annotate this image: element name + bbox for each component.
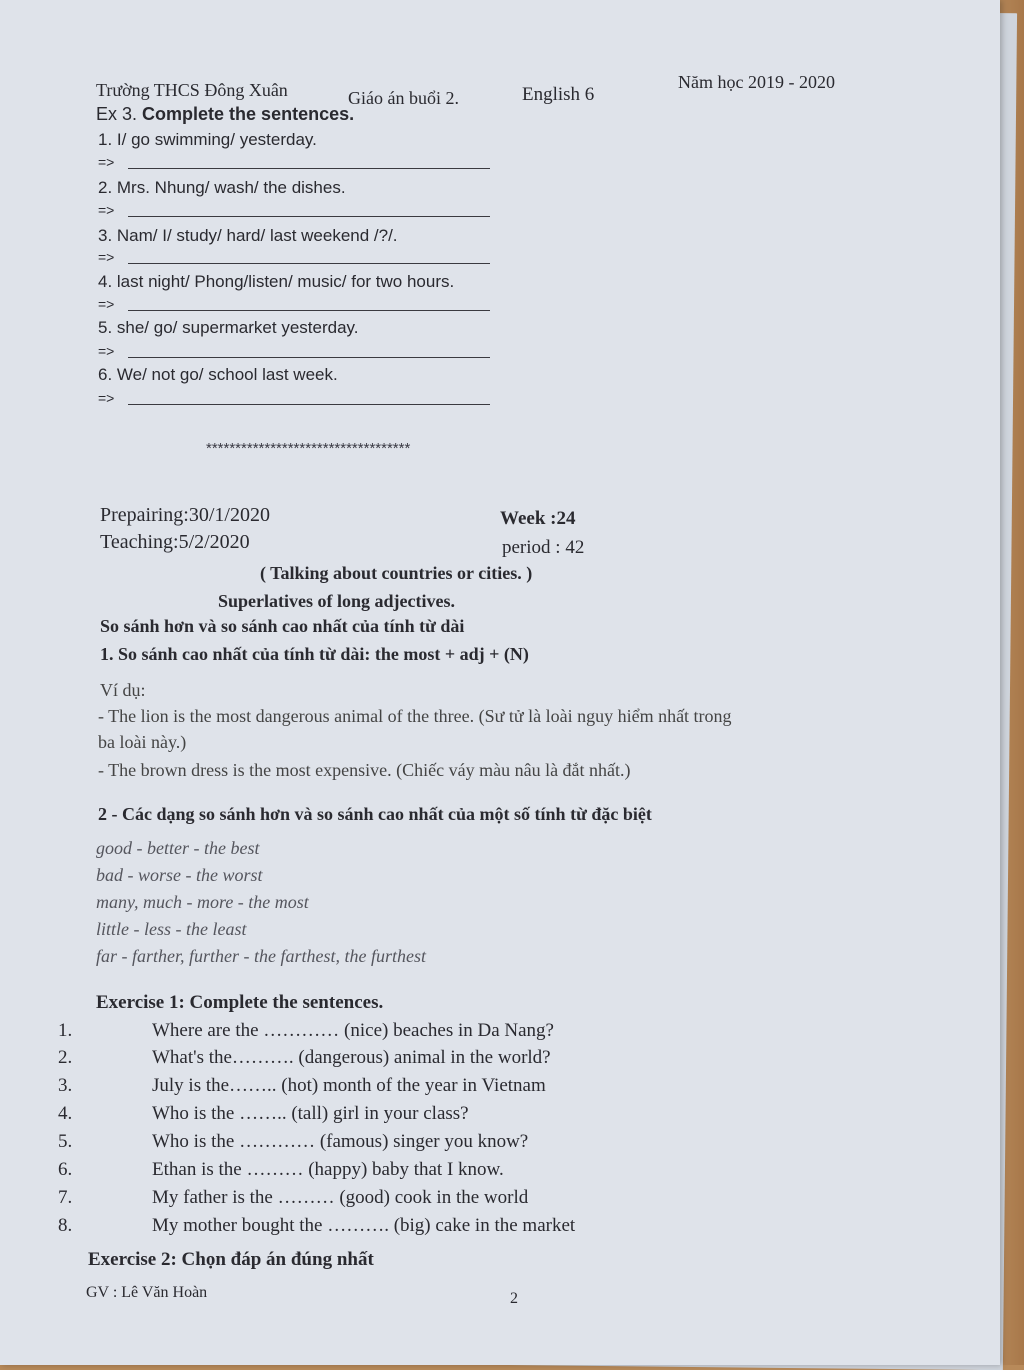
question-text: What's the………. (dangerous) animal in the world? bbox=[152, 1047, 551, 1068]
irregular-form: bad - worse - the worst bbox=[96, 865, 263, 885]
answer-arrow: => bbox=[98, 390, 115, 406]
irregular-form: little - less - the least bbox=[96, 919, 247, 939]
school-name: Trường THCS Đông Xuân bbox=[96, 80, 288, 100]
teacher-name: GV : Lê Văn Hoàn bbox=[86, 1284, 208, 1301]
ex3-item: 3. Nam/ I/ study/ hard/ last weekend /?/. bbox=[98, 226, 398, 245]
question-number: 2. bbox=[58, 1047, 73, 1068]
grammar-title: Superlatives of long adjectives. bbox=[218, 591, 455, 611]
ex3-item: 2. Mrs. Nhung/ wash/ the dishes. bbox=[98, 178, 346, 197]
ex3-item: 4. last night/ Phong/listen/ music/ for two hours. bbox=[98, 272, 455, 291]
example-line: - The brown dress is the most expensive. (Chiếc váy màu nâu là đắt nhất.) bbox=[98, 760, 631, 780]
example-label: Ví dụ: bbox=[100, 680, 146, 700]
irregular-form: far - farther, further - the farthest, the furthest bbox=[96, 946, 426, 966]
answer-arrow: => bbox=[98, 249, 115, 265]
irregular-form: many, much - more - the most bbox=[96, 892, 309, 912]
ex3-item: 1. I/ go swimming/ yesterday. bbox=[98, 130, 317, 149]
week-number: Week :24 bbox=[500, 508, 576, 529]
answer-line[interactable] bbox=[128, 263, 490, 264]
example-line: ba loài này.) bbox=[98, 732, 187, 752]
ex3-instruction: Complete the sentences. bbox=[142, 104, 355, 124]
question-number: 4. bbox=[58, 1103, 73, 1124]
rule-1: 1. So sánh cao nhất của tính từ dài: the most + adj + (N) bbox=[100, 644, 529, 664]
question-number: 6. bbox=[58, 1159, 73, 1180]
question-number: 7. bbox=[58, 1187, 73, 1208]
irregular-form: good - better - the best bbox=[96, 838, 260, 858]
teaching-date: Teaching:5/2/2020 bbox=[100, 531, 250, 553]
question-number: 5. bbox=[58, 1131, 73, 1152]
answer-line[interactable] bbox=[128, 216, 490, 217]
preparing-date: Prepairing:30/1/2020 bbox=[100, 504, 270, 526]
answer-line[interactable] bbox=[128, 404, 490, 405]
question-text: July is the…….. (hot) month of the year in Vietnam bbox=[152, 1075, 546, 1096]
lesson-topic: ( Talking about countries or cities. ) bbox=[260, 563, 533, 583]
lesson-plan-label: Giáo án buổi 2. bbox=[348, 88, 459, 108]
question-text: My father is the ……… (good) cook in the world bbox=[152, 1187, 529, 1208]
answer-line[interactable] bbox=[128, 168, 490, 169]
answer-arrow: => bbox=[98, 202, 115, 218]
question-text: Ethan is the ……… (happy) baby that I know. bbox=[152, 1159, 504, 1180]
rule-2: 2 - Các dạng so sánh hơn và so sánh cao nhất của một số tính từ đặc biệt bbox=[98, 804, 652, 824]
ex3-title bbox=[96, 104, 354, 125]
question-number: 1. bbox=[58, 1020, 73, 1041]
school-year: Năm học 2019 - 2020 bbox=[678, 72, 835, 92]
page-number: 2 bbox=[510, 1290, 518, 1307]
exercise-2-title: Exercise 2: Chọn đáp án đúng nhất bbox=[88, 1249, 374, 1270]
question-number: 8. bbox=[58, 1215, 73, 1236]
ex3-prefix: Ex 3. bbox=[96, 104, 138, 124]
exercise-1-title: Exercise 1: Complete the sentences. bbox=[96, 992, 384, 1013]
answer-line[interactable] bbox=[128, 357, 490, 358]
section-divider: *********************************** bbox=[206, 440, 411, 457]
question-text: Who is the ………… (famous) singer you know? bbox=[152, 1131, 529, 1152]
answer-arrow: => bbox=[98, 343, 115, 359]
ex3-item: 6. We/ not go/ school last week. bbox=[98, 365, 338, 384]
answer-line[interactable] bbox=[128, 310, 490, 311]
ex3-item: 5. she/ go/ supermarket yesterday. bbox=[98, 318, 359, 337]
question-number: 3. bbox=[58, 1075, 73, 1096]
answer-arrow: => bbox=[98, 154, 115, 170]
period-number: period : 42 bbox=[502, 537, 585, 558]
question-text: Where are the ………… (nice) beaches in Da Nang? bbox=[152, 1020, 554, 1041]
question-text: Who is the …….. (tall) girl in your class? bbox=[152, 1103, 469, 1124]
subject-label: English 6 bbox=[522, 84, 595, 105]
example-line: - The lion is the most dangerous animal of the three. (Sư tử là loài nguy hiểm nhất trong bbox=[98, 706, 732, 726]
grammar-title-vietnamese: So sánh hơn và so sánh cao nhất của tính từ dài bbox=[100, 616, 465, 636]
question-text: My mother bought the ………. (big) cake in the market bbox=[152, 1215, 576, 1236]
answer-arrow: => bbox=[98, 296, 115, 312]
